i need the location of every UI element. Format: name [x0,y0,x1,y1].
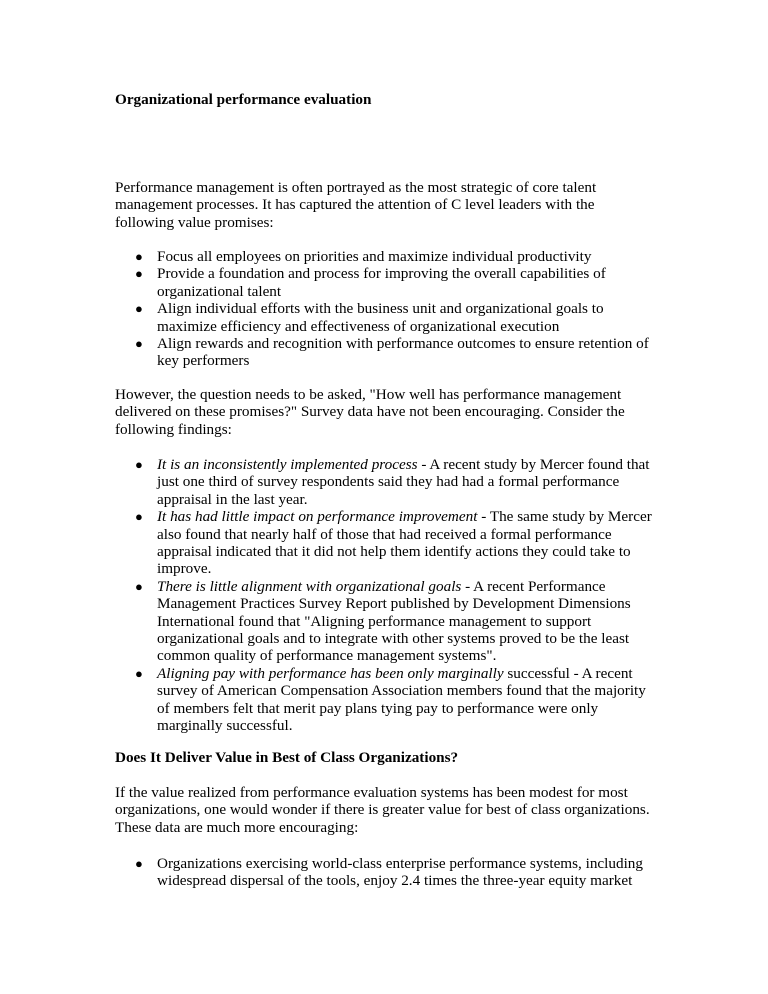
best-class-list [115,855,655,890]
list-item [115,855,655,890]
list-item-text: Focus all employees on priorities and maximize individual productivity [157,248,592,265]
list-item [115,265,655,300]
list-item [115,300,655,335]
finding-lead: It has had little impact on performance improvement [157,508,478,526]
finding-lead: It is an inconsistently implemented process [157,456,418,473]
finding-text: - The same study by Mercer also found that nearly half of those that had received a formal performance appraisal indicated that it did not help them identify actions they could take to improve. [157,508,652,578]
list-item [115,335,655,370]
list-item [115,248,655,265]
finding-text: successful - A recent survey of American Compensation Association members found that the majority of members felt that merit pay plans tying pay to performance were only marginally successful. [157,664,646,735]
finding-text: - A recent Performance Management Practices Survey Report published by Development Dimensions International found that "Aligning performance management to support organizational goals and to integrate with other systems proved to be the least common quality of performance management systems". [157,577,631,665]
list-item [115,665,655,735]
bullet-icon: ● [135,457,143,472]
bullet-icon: ● [135,301,143,317]
list-item-text: Align rewards and recognition with performance outcomes to ensure retention of key performers [157,335,649,370]
findings-list [115,456,655,735]
section-heading: Does It Deliver Value in Best of Class Organizations? [115,749,459,766]
finding-lead: Aligning pay with performance has been only marginally [157,664,504,682]
promises-list [115,248,655,370]
bullet-icon: ● [135,665,143,681]
list-item-text: Align individual efforts with the business unit and organizational goals to maximize efficiency and effectiveness of organizational execution [157,300,604,335]
question-paragraph: However, the question needs to be asked, "How well has performance management delivered on these promises?" Survey data have not been encouraging. Consider the following findings: [115,386,625,438]
document-title: Organizational performance evaluation [115,91,372,108]
bullet-icon: ● [135,856,143,871]
bullet-icon: ● [135,336,143,352]
finding-text: - A recent study by Mercer found that just one third of survey respondents said they had had a formal performance appraisal in the last year. [157,456,650,508]
bullet-icon: ● [135,266,143,282]
list-item [115,508,655,578]
finding-lead: There is little alignment with organizational goals [157,577,462,595]
list-item-text: Provide a foundation and process for improving the overall capabilities of organizational talent [157,265,606,300]
intro-paragraph: Performance management is often portrayed as the most strategic of core talent management processes. It has captured the attention of C level leaders with the following value promises: [115,179,597,231]
list-item-text: Organizations exercising world-class enterprise performance systems, including widespread dispersal of the tools, enjoy 2.4 times the three-year equity market [157,855,643,890]
bullet-icon: ● [135,578,143,594]
list-item [115,456,655,508]
list-item [115,578,655,665]
section-intro-paragraph: If the value realized from performance evaluation systems has been modest for most organizations, one would wonder if there is greater value for best of class organizations. These data are much more encouraging: [115,784,650,836]
bullet-icon: ● [135,509,143,525]
bullet-icon: ● [135,249,143,264]
